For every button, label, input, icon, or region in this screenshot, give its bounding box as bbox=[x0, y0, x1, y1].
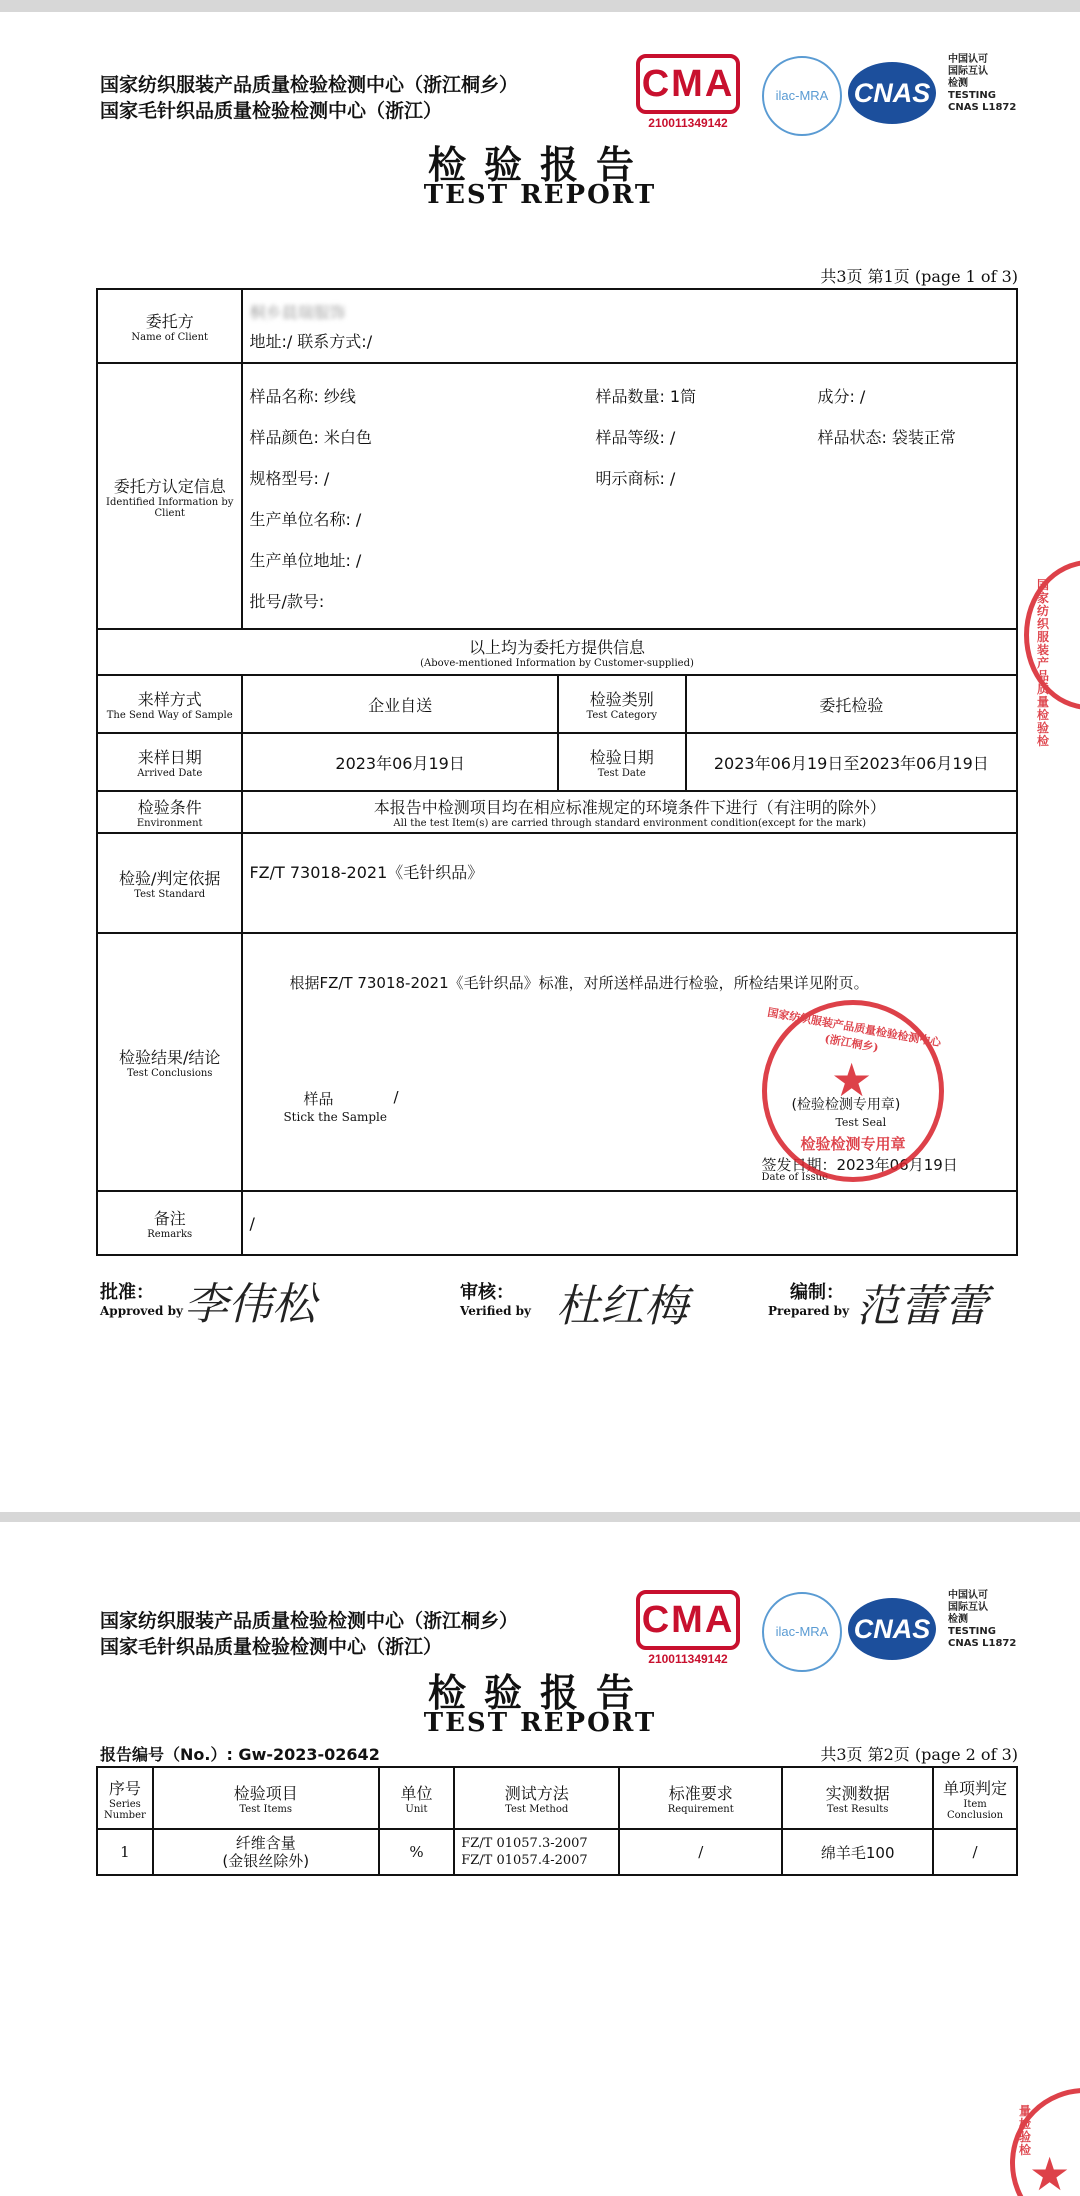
approved-label: 批准： bbox=[100, 1282, 154, 1303]
issue-date-en: Date of Issue bbox=[761, 1172, 829, 1183]
report-page-1 bbox=[0, 12, 1080, 1512]
report-title-cn: 检验报告 bbox=[427, 143, 652, 187]
table-row: 1 纤维含量 (金银丝除外) % FZ/T 01057.3-2007 FZ/T 01057.4-2007 / 绵羊毛100 / bbox=[97, 1829, 1017, 1875]
cnas-logo: CNAS bbox=[848, 1598, 936, 1660]
approved-label-en: Approved by bbox=[100, 1304, 183, 1318]
verified-signature: 杜红梅 bbox=[556, 1281, 688, 1332]
cnas-caption: 中国认可 国际互认 检测 TESTING CNAS L1872 bbox=[948, 1590, 1017, 1649]
client-info bbox=[242, 289, 1017, 363]
header-series-number: 序号 Series Number bbox=[97, 1767, 153, 1829]
identified-info-label: 委托方认定信息 Identified Information by Client bbox=[97, 363, 242, 629]
sample-label-cn: 样品 bbox=[303, 1090, 334, 1108]
page-indicator: 共3页 第1页 (page 1 of 3) bbox=[820, 267, 1018, 286]
conclusion-label: 检验结果/结论 Test Conclusions bbox=[97, 933, 242, 1191]
org-name-2: 国家毛针织品质量检验检测中心（浙江） bbox=[100, 1636, 443, 1658]
environment-label: 检验条件 Environment bbox=[97, 791, 242, 833]
test-standard-value: FZ/T 73018-2021《毛针织品》 bbox=[242, 833, 1017, 933]
conclusion-text: 根据FZ/T 73018-2021《毛针织品》标准，对所送样品进行检验，所检结果详见附页。 bbox=[289, 974, 869, 992]
prepared-label-en: Prepared by bbox=[768, 1304, 850, 1318]
client-address: 地址:/ 联系方式:/ bbox=[249, 332, 373, 351]
client-name: 桐乡晨瑞服饰 bbox=[249, 303, 346, 322]
header-test-method: 测试方法 Test Method bbox=[454, 1767, 619, 1829]
send-way-value: 企业自送 bbox=[242, 675, 557, 733]
report-page-2 bbox=[0, 1522, 1080, 2196]
header-item-conclusion: 单项判定 Item Conclusion bbox=[933, 1767, 1017, 1829]
client-label: 委托方 Name of Client bbox=[97, 289, 242, 363]
send-way-label: 来样方式 The Send Way of Sample bbox=[97, 675, 242, 733]
seal-label-cn: (检验检测专用章) bbox=[791, 1097, 901, 1113]
remarks-value: / bbox=[242, 1191, 1017, 1255]
ilac-mra-logo: ilac-MRA bbox=[762, 56, 842, 136]
official-seal: ★ 国家纺织服装产品质量检验检测中心(浙江桐乡) 检验检测专用章 bbox=[762, 1000, 944, 1182]
prepared-signature: 范蕾蕾 bbox=[856, 1281, 988, 1332]
page-indicator: 共3页 第2页 (page 2 of 3) bbox=[820, 1745, 1018, 1764]
customer-supplied-note: 以上均为委托方提供信息 (Above-mentioned Information by Customer-supplied) bbox=[97, 629, 1017, 675]
cma-logo: CMA 210011349142 bbox=[636, 1590, 740, 1666]
header-requirement: 标准要求 Requirement bbox=[619, 1767, 782, 1829]
side-seal: 国家纺织服装产品质量检验检 bbox=[1024, 560, 1080, 710]
header-unit: 单位 Unit bbox=[379, 1767, 455, 1829]
report-number: 报告编号（No.）: Gw-2023-02642 bbox=[100, 1745, 380, 1764]
test-date-value: 2023年06月19日至2023年06月19日 bbox=[686, 733, 1017, 791]
report-title-en: TEST REPORT bbox=[423, 1708, 657, 1738]
approved-signature: 李伟松 bbox=[184, 1279, 316, 1330]
prepared-label: 编制： bbox=[790, 1282, 844, 1303]
arrived-date-label: 来样日期 Arrived Date bbox=[97, 733, 242, 791]
arrived-date-value: 2023年06月19日 bbox=[242, 733, 557, 791]
ilac-mra-logo: ilac-MRA bbox=[762, 1592, 842, 1672]
test-standard-label: 检验/判定依据 Test Standard bbox=[97, 833, 242, 933]
org-name-1: 国家纺织服装产品质量检验检测中心（浙江桐乡） bbox=[100, 74, 519, 96]
results-table bbox=[96, 1766, 1018, 1876]
test-date-label: 检验日期 Test Date bbox=[558, 733, 686, 791]
cnas-caption: 中国认可 国际互认 检测 TESTING CNAS L1872 bbox=[948, 54, 1017, 113]
header-test-results: 实测数据 Test Results bbox=[782, 1767, 933, 1829]
test-category-value: 委托检验 bbox=[686, 675, 1017, 733]
issue-date: 签发日期：2023年06月19日 bbox=[761, 1156, 958, 1174]
header-test-items: 检验项目 Test Items bbox=[153, 1767, 379, 1829]
sample-value: / bbox=[393, 1088, 399, 1106]
sample-label-en: Stick the Sample bbox=[283, 1110, 387, 1124]
seal-label-en: Test Seal bbox=[835, 1116, 887, 1129]
verified-label-en: Verified by bbox=[460, 1304, 532, 1318]
verified-label: 审核： bbox=[460, 1282, 514, 1303]
environment-value: 本报告中检测项目均在相应标准规定的环境条件下进行（有注明的除外） All the test Item(s) are carried through standard environment condition(except for the mark) bbox=[242, 791, 1017, 833]
results-header-row bbox=[97, 1767, 1017, 1829]
cma-logo: CMA 210011349142 bbox=[636, 54, 740, 130]
report-title-en: TEST REPORT bbox=[423, 180, 657, 210]
org-name-1: 国家纺织服装产品质量检验检测中心（浙江桐乡） bbox=[100, 1610, 519, 1632]
cnas-logo: CNAS bbox=[848, 62, 936, 124]
remarks-label: 备注 Remarks bbox=[97, 1191, 242, 1255]
test-category-label: 检验类别 Test Category bbox=[558, 675, 686, 733]
identified-info: 样品名称: 纱线 样品数量: 1筒 成分: / 样品颜色: 米白色 样品等级: / 样品状态: 袋装正常 规格型号: / 明示商标: / 生产单位名称: / 生产单位地址: / 批号/款号: bbox=[242, 363, 1017, 629]
report-title-cn: 检验报告 bbox=[427, 1671, 652, 1715]
org-name-2: 国家毛针织品质量检验检测中心（浙江） bbox=[100, 100, 443, 122]
side-seal: 量检验检 ★ bbox=[1010, 2088, 1080, 2196]
